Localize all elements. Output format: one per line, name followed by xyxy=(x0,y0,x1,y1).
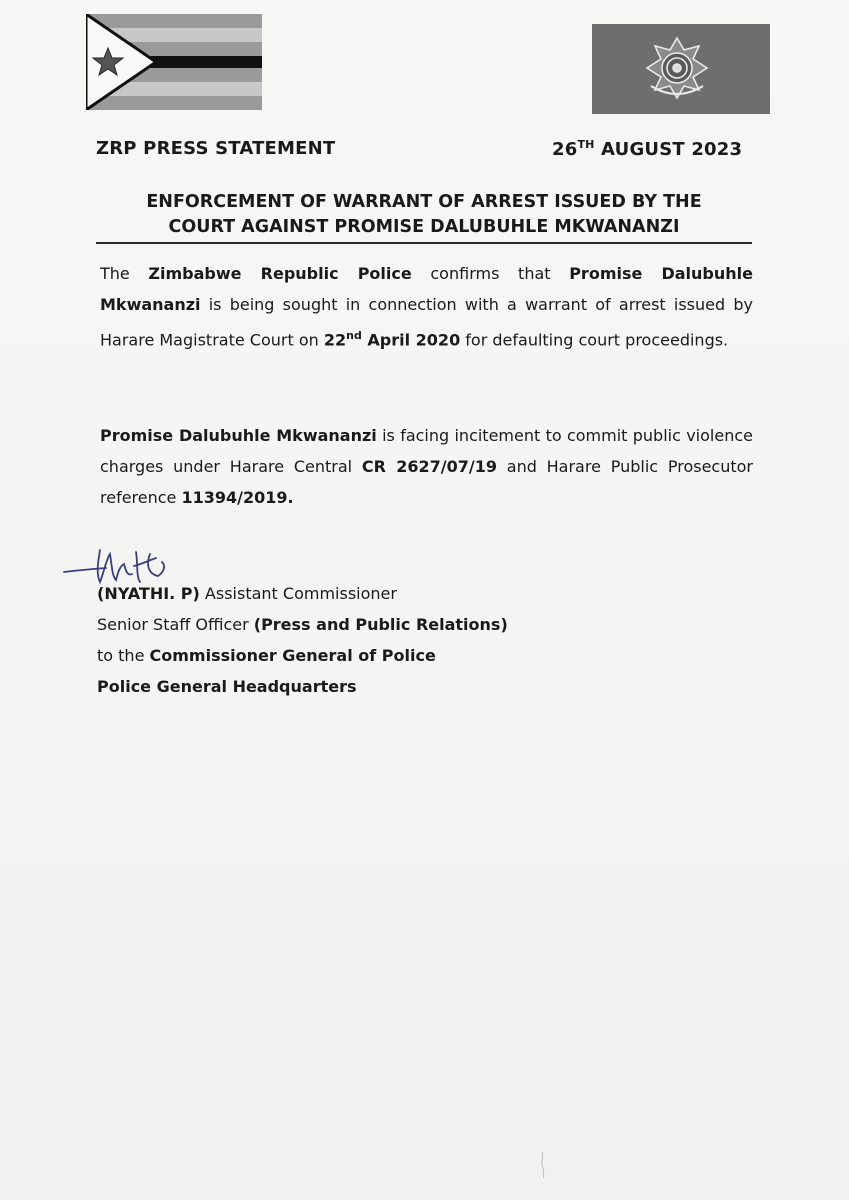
paragraph-charges: Promise Dalubuhle Mkwananzi is facing incitement to commit public violence charges under Harare Central CR 2627/07/19 and Harare Public Prosecutor reference 11394/2019. xyxy=(100,426,753,507)
paragraph-warrant: The Zimbabwe Republic Police confirms that Promise Dalubuhle Mkwananzi is being sought in connection with a warrant of arrest issued by Harare Magistrate Court on 22nd April 2020 for defaulting court proceedings. xyxy=(100,264,754,350)
police-badge-icon xyxy=(592,24,770,114)
document-title: ENFORCEMENT OF WARRANT OF ARREST ISSUED BY THE COURT AGAINST PROMISE DALUBUHLE MKWANANZI xyxy=(96,190,752,244)
signature-block: (NYATHI. P) Assistant Commissioner Senior Staff Officer (Press and Public Relations) to the Commissioner General of Police Police General Headquarters xyxy=(97,584,508,696)
page-smudge xyxy=(534,1150,552,1180)
signatory-name: (NYATHI. P) xyxy=(97,584,200,603)
statement-heading: ZRP PRESS STATEMENT xyxy=(96,138,336,159)
statement-date: 26TH AUGUST 2023 xyxy=(552,138,743,160)
zrp-emblem-logo xyxy=(592,24,770,114)
zimbabwe-flag-icon xyxy=(86,14,262,110)
